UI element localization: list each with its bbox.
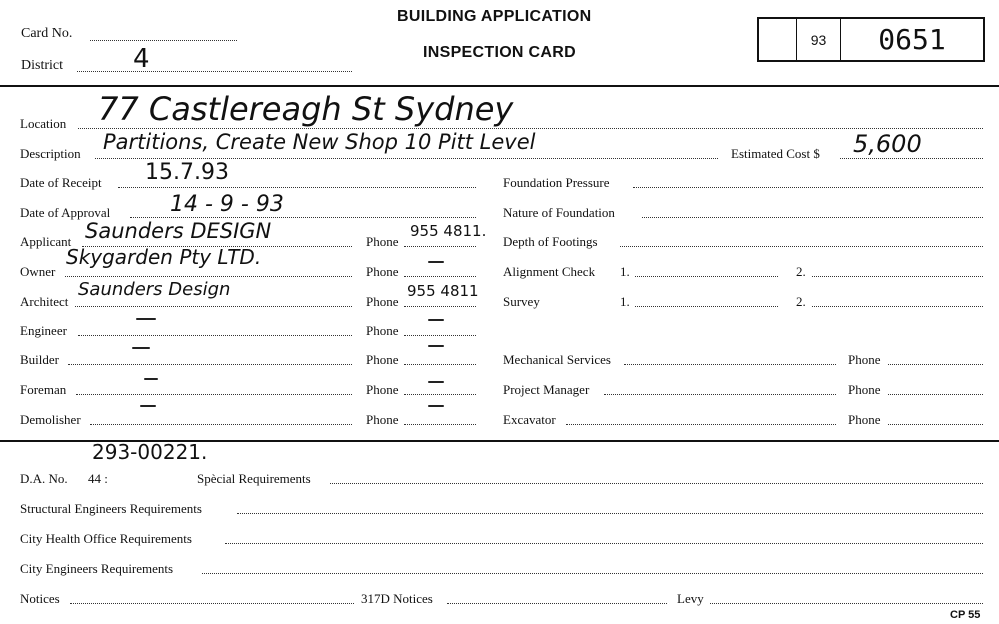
project-manager-phone-field <box>888 394 983 395</box>
notices-317d-label: 317D Notices <box>361 591 433 606</box>
foreman-label: Foreman <box>20 382 67 397</box>
architect-phone-value: 955 4811 <box>407 282 479 300</box>
foreman-phone-field <box>404 394 476 395</box>
alignment-check-num1: 1. <box>620 264 630 279</box>
owner-field <box>65 276 352 277</box>
architect-label: Architect <box>20 294 69 309</box>
structural-engineers-field <box>237 513 983 514</box>
alignment-check-label: Alignment Check <box>503 264 596 279</box>
owner-phone-label: Phone <box>366 264 399 279</box>
city-health-field <box>225 543 983 544</box>
form-code: CP 55 <box>950 609 981 621</box>
foreman-phone-label: Phone <box>366 382 399 397</box>
architect-value: Saunders Design <box>78 279 231 300</box>
foreman-dash <box>144 378 158 380</box>
applicant-value: Saunders DESIGN <box>85 219 272 243</box>
special-requirements-label: Spècial Requirements <box>197 471 311 486</box>
owner-phone-dash <box>428 261 444 263</box>
builder-label: Builder <box>20 352 59 367</box>
form-title-line1: BUILDING APPLICATION <box>397 8 592 25</box>
date-of-approval-value: 14 - 9 - 93 <box>170 192 284 217</box>
description-label: Description <box>20 146 81 161</box>
foundation-pressure-field <box>633 187 983 188</box>
survey-field-2 <box>812 306 983 307</box>
box-code: 93 <box>810 31 827 48</box>
demolisher-field <box>90 424 352 425</box>
depth-of-footings-label: Depth of Footings <box>503 234 598 249</box>
alignment-check-num2: 2. <box>796 264 806 279</box>
date-of-receipt-field <box>118 187 476 188</box>
description-field <box>95 158 718 159</box>
header-divider <box>0 85 999 87</box>
number-box <box>841 19 983 60</box>
da-no-label: D.A. No. <box>20 471 68 486</box>
excavator-phone-field <box>888 424 983 425</box>
survey-num1: 1. <box>620 294 630 309</box>
notices-field <box>70 603 354 604</box>
engineer-phone-dash <box>428 319 444 321</box>
engineer-field <box>78 335 352 336</box>
builder-phone-label: Phone <box>366 352 399 367</box>
location-label: Location <box>20 116 67 131</box>
excavator-field <box>566 424 836 425</box>
alignment-check-field-2 <box>812 276 983 277</box>
structural-engineers-label: Structural Engineers Requirements <box>20 501 202 516</box>
alignment-check-field-1 <box>635 276 778 277</box>
mechanical-services-phone-label: Phone <box>848 352 881 367</box>
applicant-phone-value: 955 4811. <box>410 222 487 240</box>
survey-field-1 <box>635 306 778 307</box>
estimated-cost-value: 5,600 <box>853 130 922 158</box>
demolisher-phone-label: Phone <box>366 412 399 427</box>
demolisher-dash <box>140 405 156 407</box>
levy-label: Levy <box>677 591 704 606</box>
project-manager-phone-label: Phone <box>848 382 881 397</box>
architect-phone-field <box>404 306 476 307</box>
applicant-phone-field <box>404 246 476 247</box>
special-requirements-field <box>330 483 983 484</box>
notices-label: Notices <box>20 591 60 606</box>
project-manager-field <box>604 394 836 395</box>
da-handwritten-number: 293-00221. <box>92 440 208 464</box>
city-engineers-field <box>202 573 983 574</box>
date-of-receipt-label: Date of Receipt <box>20 175 102 190</box>
notices-317d-field <box>447 603 667 604</box>
mechanical-services-phone-field <box>888 364 983 365</box>
excavator-label: Excavator <box>503 412 556 427</box>
mechanical-services-label: Mechanical Services <box>503 352 611 367</box>
project-manager-label: Project Manager <box>503 382 590 397</box>
applicant-phone-label: Phone <box>366 234 399 249</box>
district-field <box>77 71 352 72</box>
date-of-approval-label: Date of Approval <box>20 205 111 220</box>
district-label: District <box>21 58 63 73</box>
demolisher-phone-field <box>404 424 476 425</box>
description-value: Partitions, Create New Shop 10 Pitt Level <box>103 130 536 154</box>
architect-field <box>75 306 352 307</box>
engineer-dash <box>136 318 156 320</box>
date-of-approval-field <box>130 217 476 218</box>
location-value: 77 Castlereagh St Sydney <box>98 90 514 128</box>
survey-label: Survey <box>503 294 540 309</box>
nature-of-foundation-label: Nature of Foundation <box>503 205 615 220</box>
applicant-label: Applicant <box>20 234 72 249</box>
city-engineers-label: City Engineers Requirements <box>20 561 174 576</box>
card-number-boxes <box>757 17 985 62</box>
owner-phone-field <box>404 276 476 277</box>
depth-of-footings-field <box>620 246 983 247</box>
district-value: 4 <box>133 44 150 74</box>
owner-label: Owner <box>20 264 56 279</box>
estimated-cost-label: Estimated Cost $ <box>731 146 820 161</box>
demolisher-phone-dash <box>428 405 444 407</box>
date-of-receipt-value: 15.7.93 <box>145 160 229 185</box>
form-title-line2: INSPECTION CARD <box>423 44 576 61</box>
blank-box <box>759 19 797 60</box>
builder-phone-field <box>404 364 476 365</box>
box-number: 0651 <box>878 23 946 56</box>
engineer-phone-label: Phone <box>366 323 399 338</box>
levy-field <box>710 603 983 604</box>
builder-phone-dash <box>428 345 444 347</box>
card-no-field <box>90 40 237 41</box>
architect-phone-label: Phone <box>366 294 399 309</box>
builder-field <box>68 364 352 365</box>
excavator-phone-label: Phone <box>848 412 881 427</box>
engineer-phone-field <box>404 335 476 336</box>
estimated-cost-field <box>840 158 983 159</box>
card-no-label: Card No. <box>21 26 73 41</box>
foundation-pressure-label: Foundation Pressure <box>503 175 610 190</box>
location-field <box>78 128 983 129</box>
survey-num2: 2. <box>796 294 806 309</box>
builder-dash <box>132 347 150 349</box>
year-box <box>797 19 841 60</box>
engineer-label: Engineer <box>20 323 67 338</box>
foreman-phone-dash <box>428 381 444 383</box>
demolisher-label: Demolisher <box>20 412 81 427</box>
mechanical-services-field <box>624 364 836 365</box>
nature-of-foundation-field <box>642 217 983 218</box>
foreman-field <box>76 394 352 395</box>
city-health-label: City Health Office Requirements <box>20 531 192 546</box>
da-no-value: 44 : <box>88 471 108 486</box>
owner-value: Skygarden Pty LTD. <box>66 245 262 269</box>
